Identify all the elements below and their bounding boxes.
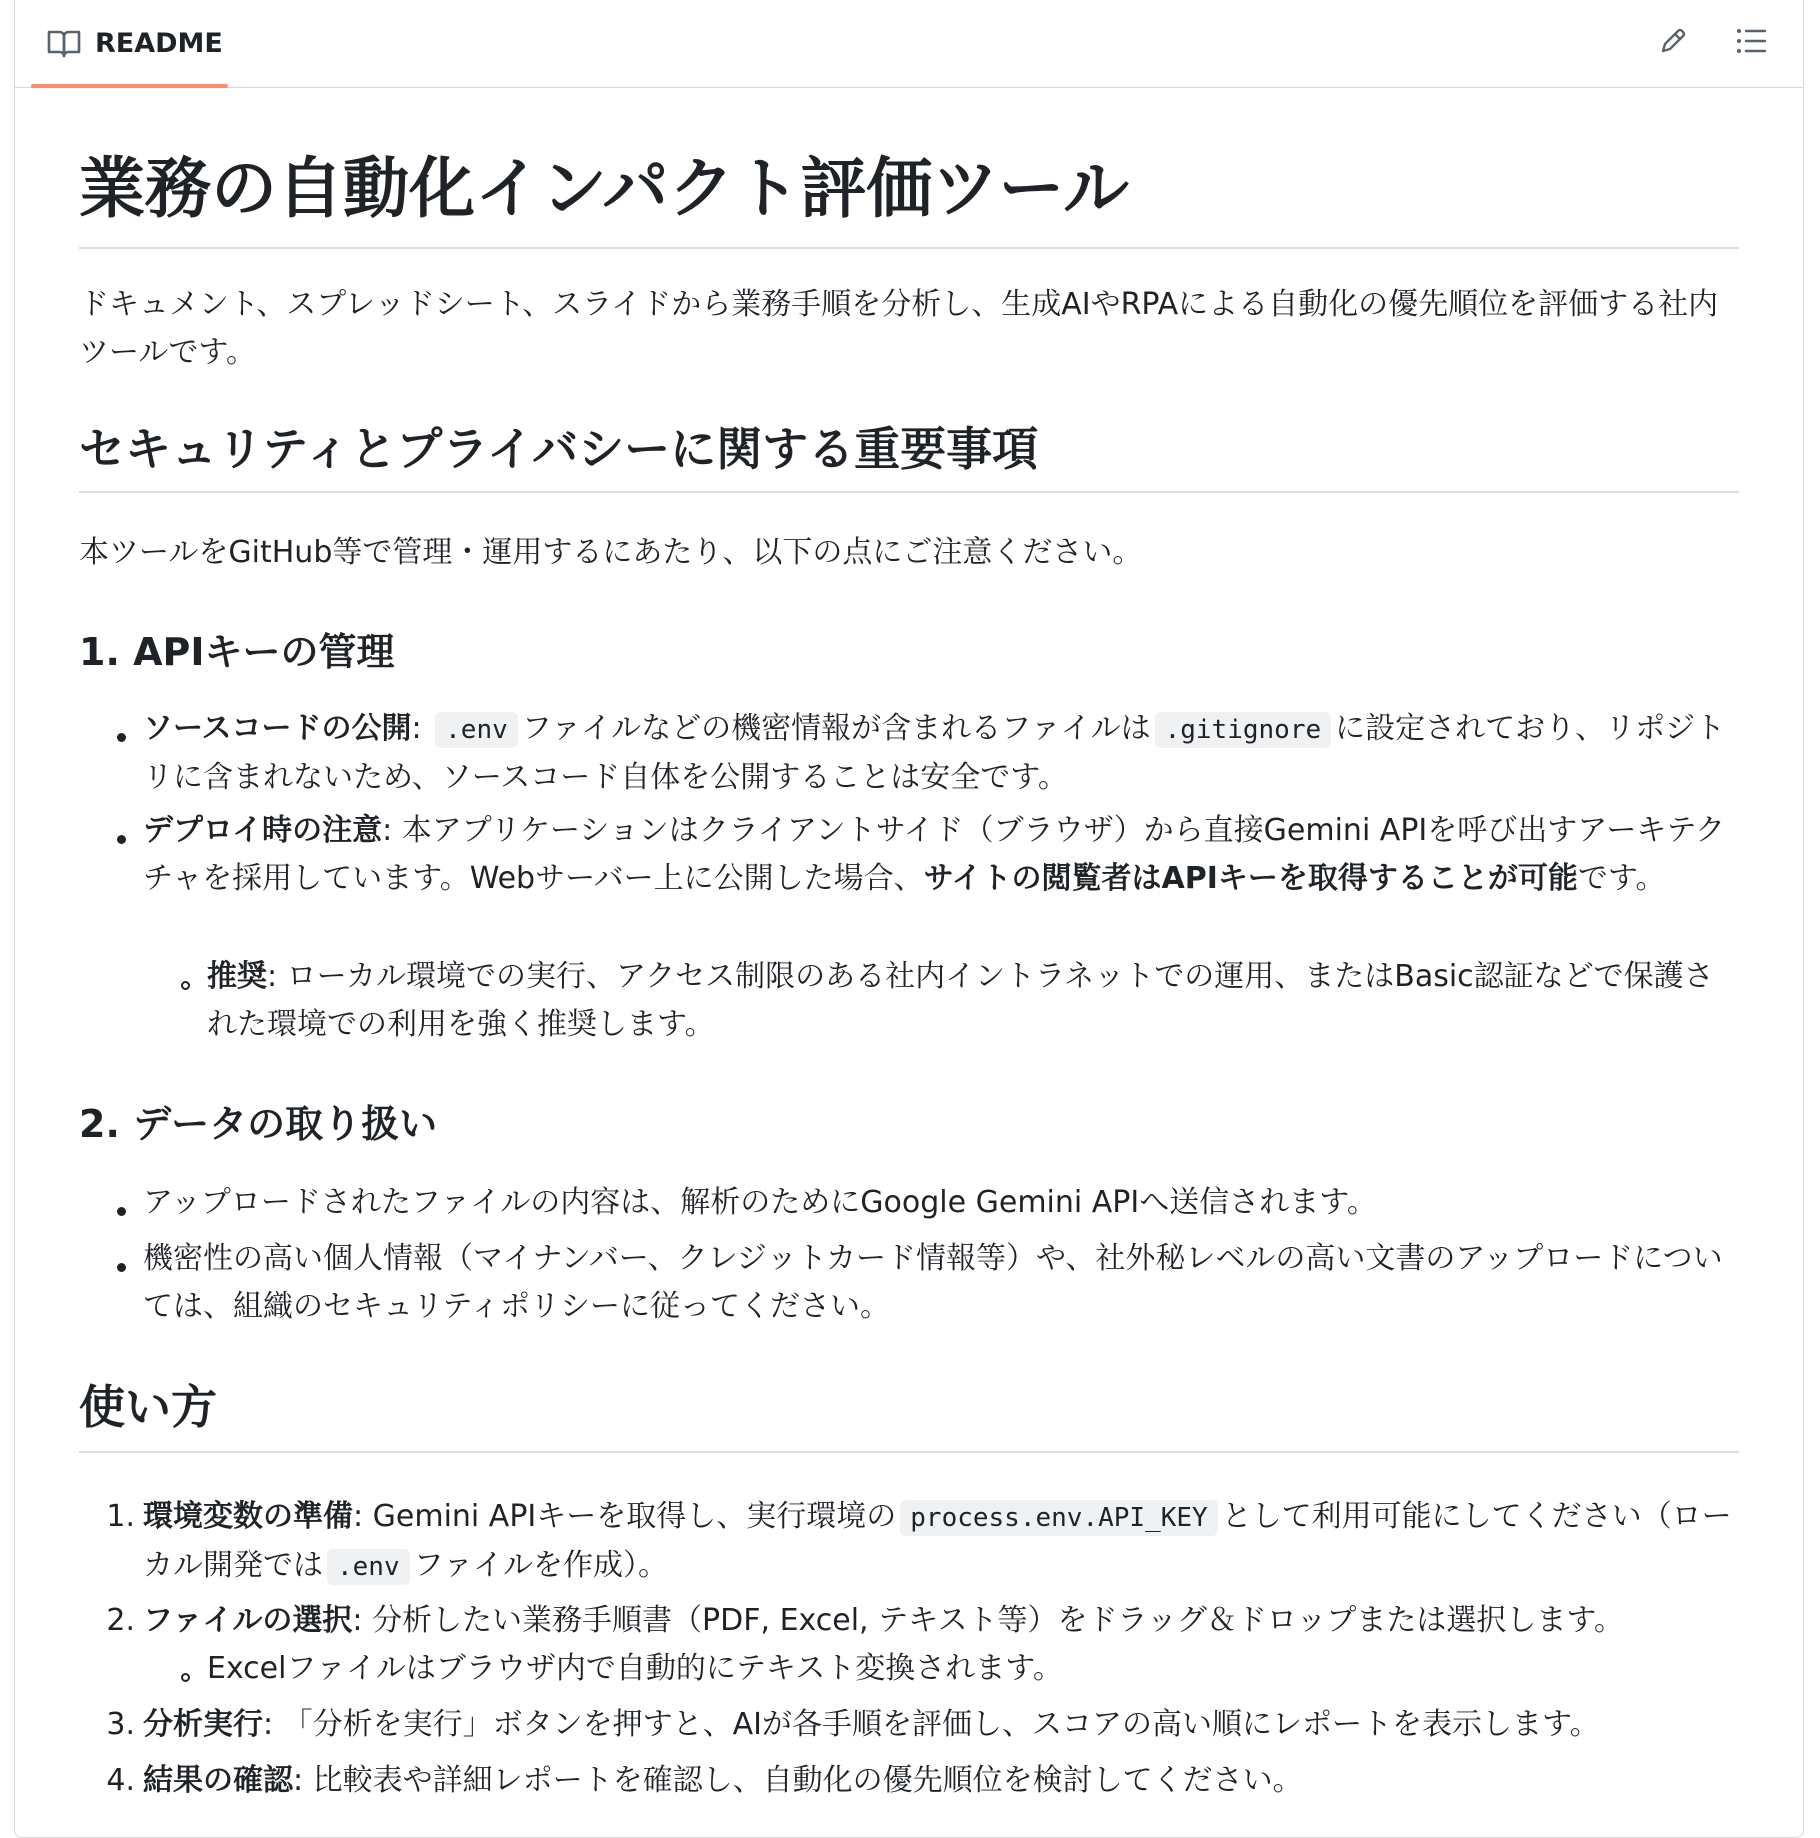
bullet-icon	[117, 1263, 126, 1272]
active-tab-indicator	[31, 84, 228, 88]
inline-code: process.env.API_KEY	[900, 1500, 1217, 1536]
book-icon	[47, 28, 81, 58]
inline-code: .env	[327, 1549, 410, 1585]
bullet-icon	[117, 733, 126, 742]
security-intro: 本ツールをGitHub等で管理・運用するにあたり、以下の点にご注意ください。	[79, 535, 1143, 570]
list-item-deploy: デプロイ時の注意: 本アプリケーションはクライアントサイド（ブラウザ）から直接Gemini APIを呼び出すアーキテクチャを採用しています。Webサーバー上に公開した場合、サイトの閲覧者はAPIキーを取得することが可能です。	[143, 813, 1726, 896]
readme-tab-label: README	[95, 27, 223, 59]
step-number: 4.	[106, 1763, 135, 1798]
bullet-icon	[117, 835, 126, 844]
pencil-icon	[1658, 26, 1688, 56]
step-file-sub: Excelファイルはブラウザ内で自動的にテキスト変換されます。	[207, 1651, 1063, 1686]
security-heading: セキュリティとプライバシーに関する重要事項	[79, 419, 1739, 493]
list-unordered-icon	[1735, 27, 1767, 55]
readme-panel	[14, 0, 1804, 1838]
step-number: 1.	[106, 1499, 135, 1534]
step-number: 3.	[106, 1707, 135, 1742]
bullet-icon	[117, 1207, 126, 1216]
readme-header	[15, 0, 1803, 88]
page-title: 業務の自動化インパクト評価ツール	[79, 149, 1739, 249]
step-env: 環境変数の準備: Gemini APIキーを取得し、実行環境の process.env.API_KEY として利用可能にしてください（ローカル開発では .env ファイルを作成）。	[143, 1499, 1732, 1583]
step-run: 分析実行: 「分析を実行」ボタンを押すと、AIが各手順を評価し、スコアの高い順にレポートを表示します。	[143, 1707, 1600, 1742]
usage-heading: 使い方	[79, 1377, 1739, 1453]
list-item-recommend: 推奨: ローカル環境での実行、アクセス制限のある社内イントラネットでの運用、またはBasic認証などで保護された環境での利用を強く推奨します。	[207, 959, 1714, 1042]
api-key-heading: 1. APIキーの管理	[79, 630, 395, 674]
step-number: 2.	[106, 1603, 135, 1638]
readme-tab[interactable]	[31, 0, 228, 87]
data-handling-heading: 2. データの取り扱い	[79, 1102, 438, 1146]
list-item-confidential: 機密性の高い個人情報（マイナンバー、クレジットカード情報等）や、社外秘レベルの高い文書のアップロードについては、組織のセキュリティポリシーに従ってください。	[143, 1241, 1723, 1324]
table-of-contents-button[interactable]	[1731, 21, 1771, 61]
intro-paragraph: ドキュメント、スプレッドシート、スライドから業務手順を分析し、生成AIやRPAによる自動化の優先順位を評価する社内ツールです。	[79, 287, 1719, 370]
sub-bullet-icon	[181, 1673, 190, 1682]
edit-button[interactable]	[1653, 21, 1693, 61]
step-file: ファイルの選択: 分析したい業務手順書（PDF, Excel, テキスト等）をドラッグ＆ドロップまたは選択します。	[143, 1603, 1624, 1638]
sub-bullet-icon	[181, 981, 190, 990]
step-result: 結果の確認: 比較表や詳細レポートを確認し、自動化の優先順位を検討してください。	[143, 1763, 1303, 1798]
list-item-upload: アップロードされたファイルの内容は、解析のためにGoogle Gemini APIへ送信されます。	[143, 1185, 1377, 1220]
inline-code: .env	[435, 712, 518, 748]
list-item-source-code: ソースコードの公開: .env ファイルなどの機密情報が含まれるファイルは .gitignore に設定されており、リポジトリに含まれないため、ソースコード自体を公開することは安全です。	[143, 711, 1726, 795]
inline-code: .gitignore	[1155, 712, 1332, 748]
